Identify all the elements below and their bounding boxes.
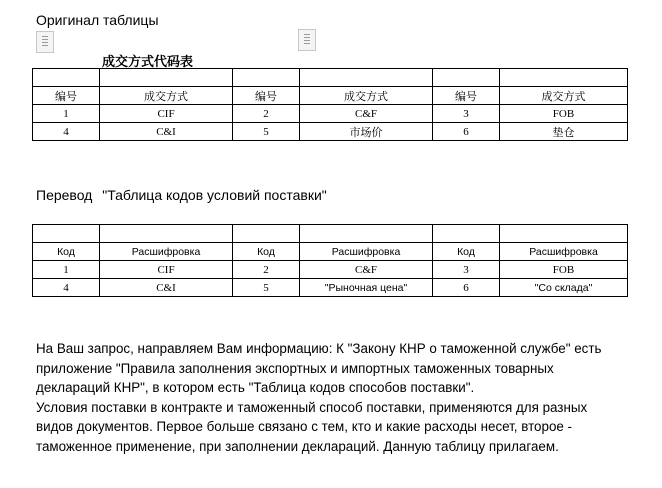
table-cell: 1 (33, 105, 100, 123)
table-cell: C&F (300, 105, 433, 123)
table-row (33, 261, 628, 279)
paragraph-line: приложение "Правила заполнения экспортных и импортных таможенных товарных (36, 360, 554, 376)
table-cell (500, 69, 628, 87)
table-cell (233, 225, 300, 243)
table-cell: C&F (300, 261, 433, 279)
table-cell: CIF (100, 105, 233, 123)
table-cell (300, 69, 433, 87)
table-cell (433, 69, 500, 87)
table-cell: "Со склада" (500, 279, 628, 297)
table-header-row (33, 243, 628, 261)
ru-code-table (32, 224, 628, 297)
column-header: 成交方式 (100, 87, 233, 105)
table-cell: 6 (433, 123, 500, 141)
table-cell: 6 (433, 279, 500, 297)
column-header: Расшифровка (500, 243, 628, 261)
column-header: 编号 (233, 87, 300, 105)
table-row (33, 279, 628, 297)
paragraph-line: Условия поставки в контракте и таможенный способ поставки, применяются для разных (36, 399, 588, 415)
paragraph-line: таможенное применение, при заполнении деклараций. Данную таблицу прилагаем. (36, 438, 559, 454)
table-cell: "Рыночная цена" (300, 279, 433, 297)
translation-label: Перевод (36, 187, 93, 203)
table-cell: 3 (433, 105, 500, 123)
table-cell: 3 (433, 261, 500, 279)
table-cell: 市场价 (300, 123, 433, 141)
translation-title: "Таблица кодов условий поставки" (102, 187, 327, 203)
table-cell (500, 225, 628, 243)
column-header: Расшифровка (100, 243, 233, 261)
table-cell: 4 (33, 123, 100, 141)
table-cell: 4 (33, 279, 100, 297)
table-cell (300, 225, 433, 243)
table-cell: C&I (100, 123, 233, 141)
paragraph-line: деклараций КНР", в котором есть "Таблица кодов способов поставки". (36, 380, 475, 395)
table-cell: 垫仓 (500, 123, 628, 141)
column-header: Код (233, 243, 300, 261)
cn-table-title: 成交方式代码表 (102, 55, 194, 70)
column-header: 编号 (33, 87, 100, 105)
column-header: 成交方式 (500, 87, 628, 105)
cn-code-table (32, 68, 628, 141)
table-cell: 2 (233, 261, 300, 279)
table-row (33, 123, 628, 141)
table-cell: FOB (500, 105, 628, 123)
explanation-paragraph (36, 339, 646, 456)
table-cell (233, 69, 300, 87)
table-cell: C&I (100, 279, 233, 297)
document-icon[interactable] (36, 31, 54, 53)
translation-heading (36, 187, 327, 203)
table-cell (100, 225, 233, 243)
original-heading: Оригинал таблицы (36, 12, 159, 28)
table-cell: 5 (233, 279, 300, 297)
table-cell: FOB (500, 261, 628, 279)
document-icon[interactable] (298, 29, 316, 51)
table-cell: 5 (233, 123, 300, 141)
column-header: Код (33, 243, 100, 261)
table-cell: 2 (233, 105, 300, 123)
column-header: Расшифровка (300, 243, 433, 261)
table-cell: CIF (100, 261, 233, 279)
table-row (33, 69, 628, 87)
column-header: 成交方式 (300, 87, 433, 105)
table-cell: 1 (33, 261, 100, 279)
table-cell (100, 69, 233, 87)
paragraph-line: На Ваш запрос, направляем Вам информацию: К "Закону КНР о таможенной службе" есть (36, 341, 602, 356)
table-row (33, 225, 628, 243)
table-header-row (33, 87, 628, 105)
paragraph-line: видов документов. Первое больше связано с тем, кто и какие расходы несет, второе - (36, 419, 573, 434)
table-cell (433, 225, 500, 243)
table-cell (33, 225, 100, 243)
table-cell (33, 69, 100, 87)
column-header: 编号 (433, 87, 500, 105)
table-row (33, 105, 628, 123)
column-header: Код (433, 243, 500, 261)
